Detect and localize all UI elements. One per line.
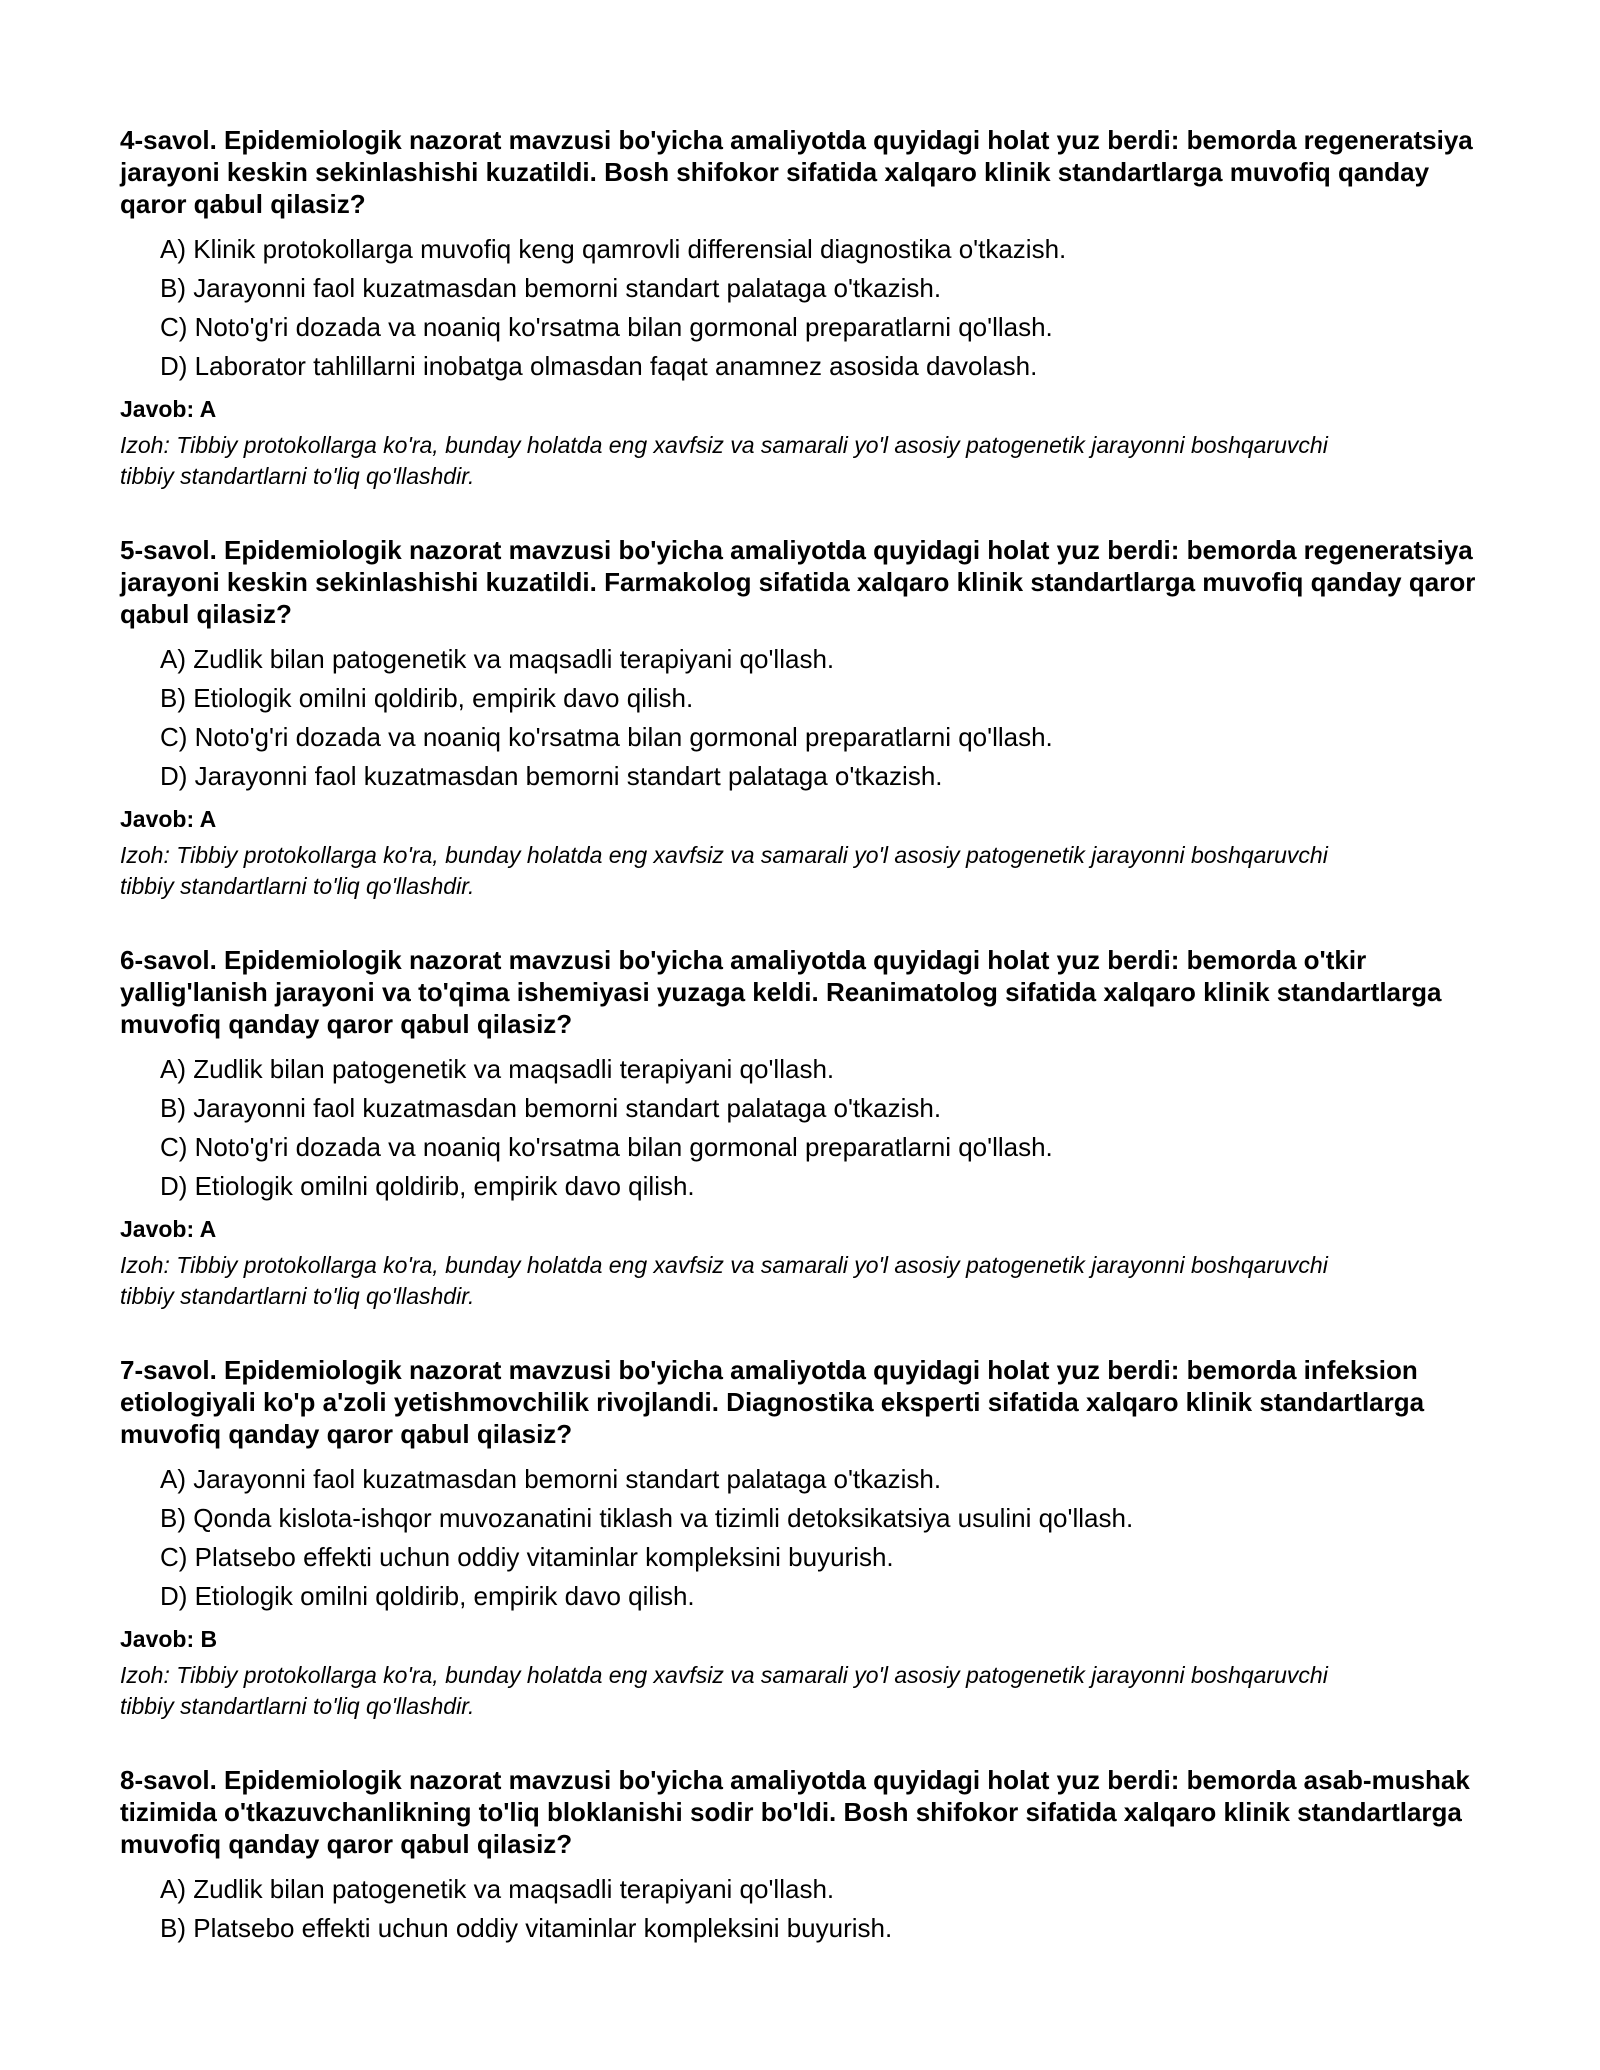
option-list [120,1050,1500,1206]
answer-label: Javob: A [120,1216,217,1242]
question-text: 6-savol. Epidemiologik nazorat mavzusi bo'yicha amaliyotda quyidagi holat yuz berdi: bemorda o'tkir yallig'lanish jarayoni va to'qima ishemiyasi yuzaga keldi. Reanimatolog sifatida xalqaro klinik standartlarga muvofiq qanday qaror qabul qilasiz? [120,945,1442,1039]
option-d: D) Laborator tahlillarni inobatga olmasdan faqat anamnez asosida davolash. [160,351,1038,381]
answer-label: Javob: A [120,396,217,422]
option-b: B) Jarayonni faol kuzatmasdan bemorni standart palataga o'tkazish. [160,1093,942,1123]
option-c: C) Platsebo effekti uchun oddiy vitaminlar kompleksini buyurish. [160,1542,894,1572]
option-d: D) Jarayonni faol kuzatmasdan bemorni standart palataga o'tkazish. [160,761,943,791]
option-a: A) Zudlik bilan patogenetik va maqsadli terapiyani qo'llash. [160,1054,835,1084]
question-text: 7-savol. Epidemiologik nazorat mavzusi bo'yicha amaliyotda quyidagi holat yuz berdi: bemorda infeksion etiologiyali ko'p a'zoli yetishmovchilik rivojlandi. Diagnostika eksperti sifatida xalqaro klinik standartlarga muvofiq qanday qaror qabul qilasiz? [120,1355,1425,1449]
option-b: B) Platsebo effekti uchun oddiy vitaminlar kompleksini buyurish. [160,1913,893,1943]
explanation-note: Izoh: Tibbiy protokollarga ko'ra, bunday holatda eng xavfsiz va samarali yo'l asosiy patogenetik jarayonni boshqaruvchi tibbiy standartlarni to'liq qo'llashdir. [120,1252,1328,1309]
explanation-note: Izoh: Tibbiy protokollarga ko'ra, bunday holatda eng xavfsiz va samarali yo'l asosiy patogenetik jarayonni boshqaruvchi tibbiy standartlarni to'liq qo'llashdir. [120,1662,1328,1719]
question-4 [120,124,1500,492]
answer-label: Javob: A [120,806,217,832]
question-text: 8-savol. Epidemiologik nazorat mavzusi bo'yicha amaliyotda quyidagi holat yuz berdi: bemorda asab-mushak tizimida o'tkazuvchanlikning to'liq bloklanishi sodir bo'ldi. Bosh shifokor sifatida xalqaro klinik standartlarga muvofiq qanday qaror qabul qilasiz? [120,1765,1470,1859]
option-c: C) Noto'g'ri dozada va noaniq ko'rsatma bilan gormonal preparatlarni qo'llash. [160,312,1053,342]
option-c: C) Noto'g'ri dozada va noaniq ko'rsatma bilan gormonal preparatlarni qo'llash. [160,1132,1053,1162]
option-list [120,1870,1500,1948]
answer-label: Javob: B [120,1626,218,1652]
option-a: A) Jarayonni faol kuzatmasdan bemorni standart palataga o'tkazish. [160,1464,942,1494]
question-6 [120,944,1500,1312]
question-text: 5-savol. Epidemiologik nazorat mavzusi bo'yicha amaliyotda quyidagi holat yuz berdi: bemorda regeneratsiya jarayoni keskin sekinlashishi kuzatildi. Farmakolog sifatida xalqaro klinik standartlarga muvofiq qanday qaror qabul qilasiz? [120,535,1476,629]
option-d: D) Etiologik omilni qoldirib, empirik davo qilish. [160,1581,695,1611]
option-list [120,230,1500,386]
question-text: 4-savol. Epidemiologik nazorat mavzusi bo'yicha amaliyotda quyidagi holat yuz berdi: bemorda regeneratsiya jarayoni keskin sekinlashishi kuzatildi. Bosh shifokor sifatida xalqaro klinik standartlarga muvofiq qanday qaror qabul qilasiz? [120,125,1473,219]
question-7 [120,1354,1500,1722]
explanation-note: Izoh: Tibbiy protokollarga ko'ra, bunday holatda eng xavfsiz va samarali yo'l asosiy patogenetik jarayonni boshqaruvchi tibbiy standartlarni to'liq qo'llashdir. [120,432,1328,489]
option-b: B) Jarayonni faol kuzatmasdan bemorni standart palataga o'tkazish. [160,273,942,303]
question-8 [120,1764,1500,1948]
option-a: A) Zudlik bilan patogenetik va maqsadli terapiyani qo'llash. [160,644,835,674]
option-a: A) Klinik protokollarga muvofiq keng qamrovli differensial diagnostika o'tkazish. [160,234,1067,264]
option-list [120,1460,1500,1616]
option-c: C) Noto'g'ri dozada va noaniq ko'rsatma bilan gormonal preparatlarni qo'llash. [160,722,1053,752]
option-a: A) Zudlik bilan patogenetik va maqsadli terapiyani qo'llash. [160,1874,835,1904]
question-5 [120,534,1500,902]
explanation-note: Izoh: Tibbiy protokollarga ko'ra, bunday holatda eng xavfsiz va samarali yo'l asosiy patogenetik jarayonni boshqaruvchi tibbiy standartlarni to'liq qo'llashdir. [120,842,1328,899]
document-page [120,124,1500,1990]
option-b: B) Qonda kislota-ishqor muvozanatini tiklash va tizimli detoksikatsiya usulini qo'llash. [160,1503,1134,1533]
option-b: B) Etiologik omilni qoldirib, empirik davo qilish. [160,683,694,713]
option-list [120,640,1500,796]
option-d: D) Etiologik omilni qoldirib, empirik davo qilish. [160,1171,695,1201]
